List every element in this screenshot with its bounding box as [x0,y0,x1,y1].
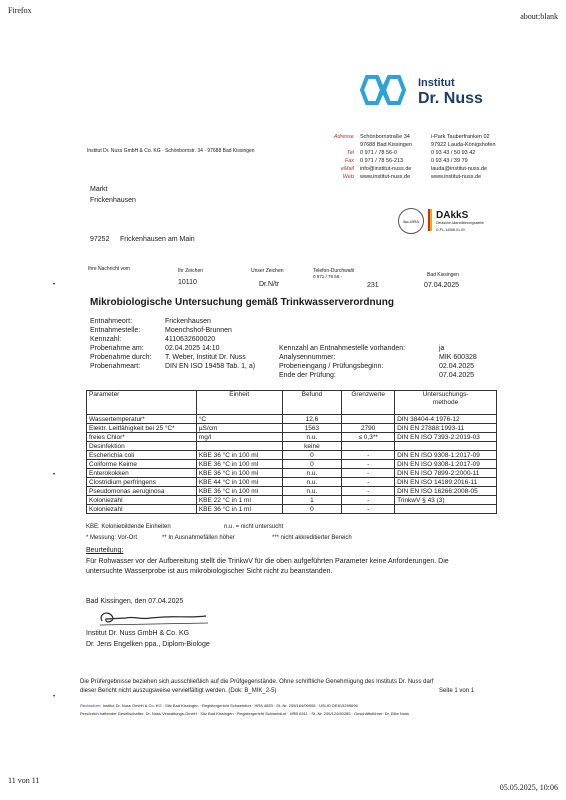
dakks-flag-gold [430,209,432,231]
ref-phone-ext: 231 [367,282,379,289]
footnote-not-accredited: *** nicht akkreditierter Bereich [272,535,352,541]
dakks-sub: Deutsche Akkreditierungsstelle [436,221,484,225]
result-cell: 0 [282,505,342,514]
recipient-line2: Frickenhausen [90,197,136,204]
limit-cell: - [342,469,395,478]
company-logo [358,73,414,112]
result-cell: 1 [282,496,342,505]
footnote-measure: * Messung: Vor-Ort [86,535,138,541]
dakks-reg: D-PL-14088-01-00 [436,228,465,232]
unit-cell: °C [196,415,282,424]
recipient-city: Frickenhausen am Main [120,236,195,243]
legal-line-2: Persönlich haftender Gesellschafter: Dr. Nuss Verwaltungs-GmbH · Sitz Bad Kissingen · Registergericht Schweinfurt · HRB 6311 · St.-Nr. 205/124/80285 · Geschäftsführer: Dr. Elke Nuss [80,711,409,716]
punch-mark: • [53,472,56,478]
table-row [87,487,497,496]
param-cell: Coliforme Keime [87,460,197,469]
page-counter: 11 von 11 [8,776,40,785]
sign-person: Dr. Jens Engelken ppa., Diplom-Biologe [86,641,210,648]
param-cell: Koloniezahl [87,496,197,505]
recipient-line1: Markt [90,186,108,193]
address-labels: Adresse Tel Fax eMail Web [333,134,354,180]
assessment-title: Beurteilung: [86,547,124,554]
sender-line: Institut Dr. Nuss GmbH & Co. KG · Schönbornstr. 34 · 97688 Bad Kissingen [87,148,255,154]
disclaimer-2: dieser Bericht nicht auszugsweise vervielfältigt werden. (Dok: B_MIK_2-5) [80,688,277,694]
assessment-text-2: untersuchte Wasserprobe ist aus mikrobiologischer Sicht nicht zu beanstanden. [86,568,333,575]
table-row [87,496,497,505]
table-row [87,451,497,460]
ref-label-message: Ihre Nachricht vom [88,266,130,272]
unit-cell: mg/l [196,433,282,442]
disclaimer-1: Die Prüfergebnisse beziehen sich ausschließlich auf die Prüfgegenstände. Ohne schriftliche Genehmigung des Instituts Dr. Nuss darf [80,679,434,685]
param-cell: Escherichia coli [87,451,197,460]
limit-cell: - [342,487,395,496]
param-cell: Pseudomonas aeruginosa [87,487,197,496]
left-meta: Entnahmeort: Frickenhausen Entnahmestelle: Moenchshof-Brunnen Kennzahl: 4110632600020 Probenahme am: 02.04.2025 14:10 Probenahme durch: T. Weber, Institut Dr. Nuss Probenahmeart: DIN EN ISO 19458 Tab. 1, a) [90,318,256,370]
result-cell: 12,6 [282,415,342,424]
result-cell: n.u. [282,478,342,487]
browser-app-name: Firefox [8,6,32,15]
result-cell: n.u. [282,487,342,496]
method-cell [395,442,497,451]
table-row [87,478,497,487]
param-cell: Desinfektion [87,442,197,451]
method-cell: DIN 38404-4:1976-12 [395,415,497,424]
limit-cell: - [342,505,395,514]
method-cell: DIN EN ISO 16266:2008-05 [395,487,497,496]
param-cell: Clostridium perfringens [87,478,197,487]
limit-cell [342,442,395,451]
report-title: Mikrobiologische Untersuchung gemäß Trinkwasserverordnung [90,297,394,308]
ref-label-place: Bad Kissingen [427,272,459,278]
param-cell: Wassertemperatur* [87,415,197,424]
ref-our-sign: Dr.N/tr [259,281,280,288]
footnote-exception: ** In Ausnahmefällen höher [162,535,235,541]
ref-label-our-sign: Unser Zeichen [251,268,284,274]
legal-line-1: Rechtsform: Institut Dr. Nuss GmbH & Co. KG · Sitz Bad Kissingen · Registergericht Schweinfurt · HRA 4833 · St.-Nr. 205/164/09908 · USt-ID DE815299696 [80,703,358,708]
footnote-nu: n.u. = nicht untersucht [224,524,284,530]
table-row [87,460,497,469]
unit-cell: KBE 36 °C in 100 ml [196,451,282,460]
method-cell: DIN EN ISO 14189:2016-11 [395,478,497,487]
method-cell: DIN EN ISO 7899-2:2000-11 [395,469,497,478]
limit-cell: - [342,451,395,460]
right-meta: Kennzahl an Entnahmestelle vorhanden: ja Analysennummer: MIK 600328 Probeneingang / Prüfungsbeginn: 02.04.2025 Ende der Prüfung: 07.04.2025 [279,345,477,379]
sign-place-date: Bad Kissingen, den 07.04.2025 [86,598,184,605]
limit-cell: - [342,478,395,487]
method-cell: DIN EN ISO 9308-1:2017-09 [395,460,497,469]
limit-cell: - [342,496,395,505]
dakks-logo: DAkkS [436,210,469,221]
method-cell: DIN EN ISO 7393-2:2019-03 [395,433,497,442]
table-row [87,433,497,442]
table-row [87,469,497,478]
result-cell: 0 [282,451,342,460]
method-cell: TrinkwV § 43 (3) [395,496,497,505]
result-cell: keine [282,442,342,451]
unit-cell: KBE 36 °C in 100 ml [196,487,282,496]
limit-cell: 2790 [342,424,395,433]
method-cell [395,505,497,514]
table-header: Parameter Einheit Befund Grenzwerte Untersuchungs- methode [87,391,497,415]
unit-cell: KBE 36 °C in 100 ml [196,460,282,469]
ref-label-phone: Telefon-Durchwahl [313,268,355,274]
print-datetime: 05.05.2025, 10:06 [499,783,558,792]
punch-mark: • [53,694,56,700]
table-row [87,442,497,451]
result-cell: 1563 [282,424,342,433]
address-lauda: i-Park Tauberfranken 02 97922 Lauda-Königshofen 0 93 43 / 50 93 42 0 93 43 / 39 79 lauda@institut-nuss.de www.institut-nuss.de [431,134,496,180]
table-row [87,415,497,424]
unit-cell: KBE 22 °C in 1 ml [196,496,282,505]
unit-cell [196,442,282,451]
ref-phone-prefix: 0 971 / 78 56 - [313,274,343,279]
param-cell: Elektr. Leitfähigkeit bei 25 °C* [87,424,197,433]
method-cell: DIN EN 27888:1993-11 [395,424,497,433]
limit-cell: - [342,460,395,469]
result-cell: n.u. [282,469,342,478]
punch-mark: • [53,282,56,288]
param-cell: Enterokokken [87,469,197,478]
method-cell: DIN EN ISO 9308-1:2017-09 [395,451,497,460]
unit-cell: KBE 36 °C in 100 ml [196,469,282,478]
browser-url: about:blank [520,12,558,21]
logo-line1: Institut [418,77,455,89]
unit-cell: KBE 44 °C in 100 ml [196,478,282,487]
param-cell: freies Chlor* [87,433,197,442]
recipient-postcode: 97252 [90,236,110,243]
sign-organisation: Institut Dr. Nuss GmbH & Co. KG [86,630,190,637]
ref-your-sign: 10110 [178,279,197,286]
results-table [86,390,497,514]
unit-cell: KBE 36 °C in 1 ml [196,505,282,514]
footnote-kbe: KBE: Koloniebildende Einheiten [86,524,171,530]
param-cell: Koloniezahl [87,505,197,514]
ref-date: 07.04.2025 [424,282,460,289]
result-cell: n.u. [282,433,342,442]
limit-cell [342,415,395,424]
ilac-badge: ilac-MRA [398,208,424,234]
unit-cell: µS/cm [196,424,282,433]
limit-cell: ≤ 0,3** [342,433,395,442]
assessment-text-1: Für Rohwasser vor der Aufbereitung stellt die TrinkwV für die oben aufgeführten Parameter keine Anforderungen. Die [86,558,449,565]
page-number: Seite 1 von 1 [439,688,475,694]
address-bad-kissingen: Schönbornstraße 34 97688 Bad Kissingen 0 971 / 78 56-0 0 971 / 78 56-213 info@institut-nuss.de www.institut-nuss.de [360,134,412,180]
table-row [87,505,497,514]
table-row [87,424,497,433]
result-cell: 0 [282,460,342,469]
ref-label-your-sign: Ihr Zeichen [178,268,204,274]
handwritten-signature [96,606,216,633]
hexagon-logo-icon [358,73,414,107]
logo-line2: Dr. Nuss [418,90,483,107]
